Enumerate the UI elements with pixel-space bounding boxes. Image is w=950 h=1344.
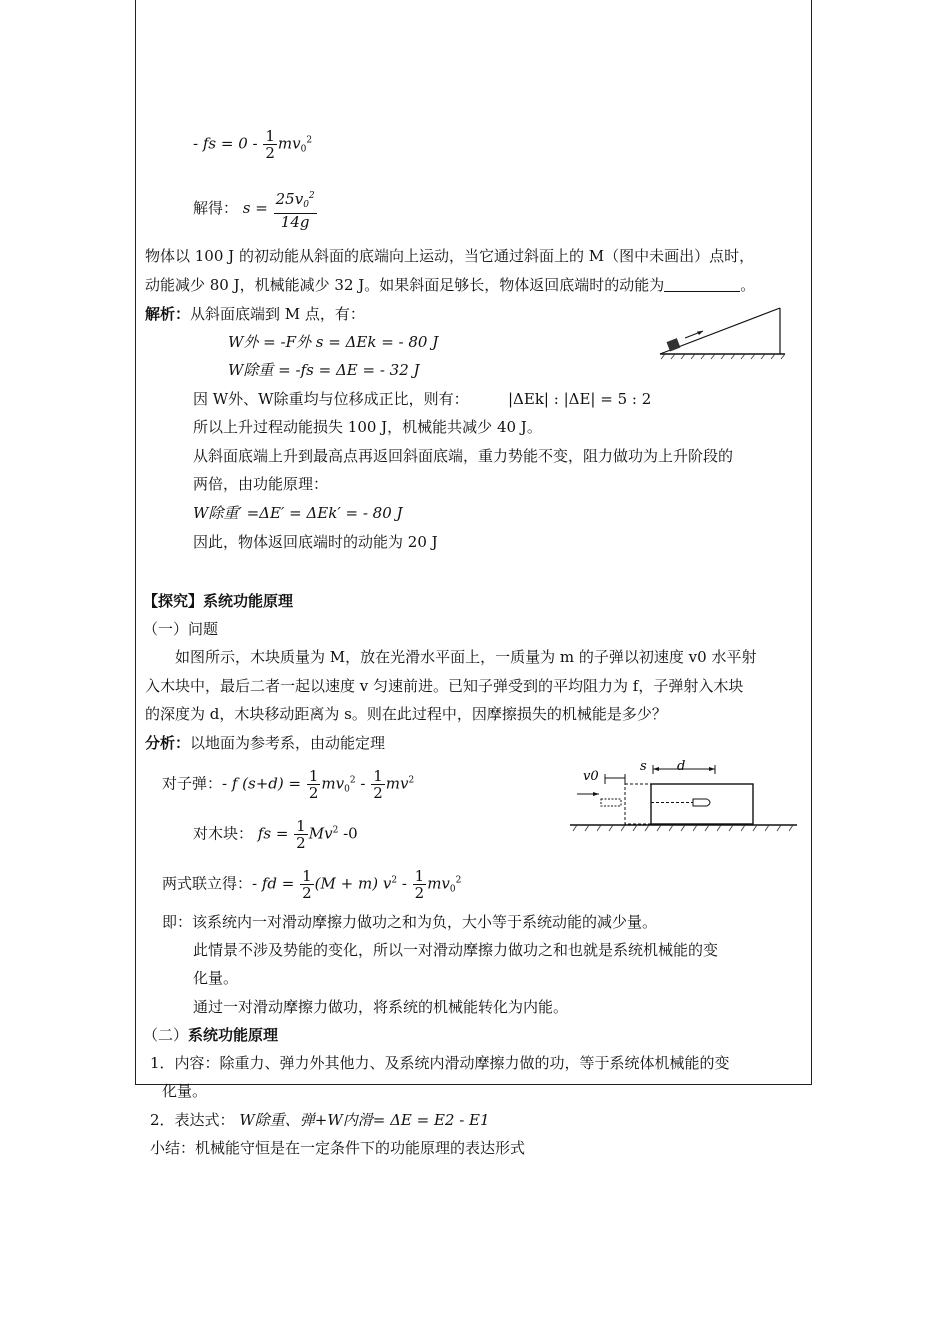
d-arrowhead-right [709, 767, 715, 771]
subsection-problem: （一）问题 [143, 620, 219, 638]
return-text-1: 从斜面底端上升到最高点再返回斜面底端，重力势能不变，阻力做功为上升阶段的 [193, 447, 734, 465]
insight-3: 化量。 [193, 969, 239, 987]
fraction-half [263, 128, 277, 161]
bullet-lhs: - f (s+d) = [222, 774, 302, 793]
external-work-equation: W外 = -F外 s = ΔEk = - 80 J [228, 333, 439, 351]
bullet-label: 对子弹： [162, 774, 223, 793]
block-label: 对木块： [193, 824, 254, 843]
analysis-label: 解析： [145, 305, 191, 323]
problem-line-2 [145, 275, 755, 295]
bullet-final [693, 799, 710, 806]
combine-lhs: - fd = [252, 874, 295, 893]
combine-label: 两式联立得： [162, 874, 253, 893]
ratio-text: 因 W外、W除重均与位移成正比，则有： [193, 390, 469, 408]
problem-line-1: 物体以 100 J 的初动能从斜面的底端向上运动，当它通过斜面上的 M（图中未画出）点时， [145, 247, 755, 265]
solve-label: 解得： [193, 199, 239, 217]
incline-block [667, 338, 681, 351]
solve-num: 25v [275, 190, 304, 208]
combined-equation: 两式联立得：- fd = $\frac{1}{2}$ (M + m) $v^2$ - $\frac{1}{2}$ $mv_0^2$ [162, 867, 462, 902]
explore-analysis-label: 分析： [145, 734, 191, 752]
solution-line [193, 188, 318, 230]
block-final [651, 784, 753, 824]
insight-4: 通过一对滑动摩擦力做功，将系统的机械能转化为内能。 [193, 998, 569, 1016]
frac-num: 1 [265, 127, 275, 145]
velocity-arrowhead [593, 792, 599, 796]
equation-friction-work [193, 128, 312, 161]
return-equation: W除重′ =ΔE′ = ΔEk′ = - 80 J [193, 504, 403, 522]
analysis-intro: 从斜面底端到 M 点，有： [190, 305, 365, 323]
fraction-s [274, 188, 317, 230]
frac-e: $\frac{1}{2}$ [414, 867, 425, 902]
problem-line-2-end: 。 [740, 276, 756, 294]
solve-num-sup: 2 [308, 191, 315, 201]
s-label: s [640, 759, 647, 774]
subsection-principle-title: 系统功能原理 [188, 1026, 279, 1044]
d-arrowhead-left [653, 767, 659, 771]
explore-analysis-text: 以地面为参考系，由动能定理 [190, 734, 386, 752]
eq-rhs: mv [277, 134, 301, 153]
frac-c: $\frac{1}{2}$ [296, 817, 306, 852]
problem-line-2-text: 动能减少 80 J，机械能减少 32 J。如果斜面足够长，物体返回底端时的动能为 [145, 276, 665, 294]
block-equation: 对木块： fs = $\frac{1}{2}$ Mv$^2$ -0 [193, 817, 358, 852]
incline-figure [655, 302, 790, 362]
frac-a: $\frac{1}{2}$ [308, 767, 319, 802]
subsection-principle-prefix: （二） [143, 1026, 189, 1044]
bullet-equation: 对子弹：- f (s+d) = $\frac{1}{2}$ $mv_0^2$ - $\frac{1}{2}$ $mv^2$ [162, 767, 415, 802]
frac-d: $\frac{1}{2}$ [302, 867, 312, 902]
eq-sup: 2 [306, 135, 313, 146]
expression-label: 2．表达式： [150, 1111, 235, 1129]
insight-1: 即：该系统内一对滑动摩擦力做功之和为负，大小等于系统动能的减少量。 [162, 913, 658, 931]
d-label: d [677, 759, 686, 774]
v0-label: v0 [583, 769, 599, 784]
frac-b: $\frac{1}{2}$ [373, 767, 383, 802]
ratio-equation: |ΔEk| : |ΔE| = 5 : 2 [508, 390, 652, 408]
block-lhs: fs = [257, 824, 289, 843]
principle-content-2: 化量。 [162, 1082, 208, 1100]
solve-lhs: s = [242, 199, 268, 217]
bullet-initial [601, 799, 621, 806]
analysis-line [145, 733, 385, 753]
return-text-2: 两倍，由功能原理： [193, 475, 329, 493]
explore-title: 【探究】系统功能原理 [143, 592, 294, 610]
eq-lhs: - fs = 0 - [193, 134, 258, 153]
principle-expression [150, 1110, 490, 1130]
eq-sub: 0 [300, 144, 307, 155]
insight-2: 此情景不涉及势能的变化，所以一对滑动摩擦力做功之和也就是系统机械能的变 [193, 941, 719, 959]
question-line-1: 如图所示，木块质量为 M，放在光滑水平面上，一质量为 m 的子弹以初速度 v0 水平射 [175, 648, 757, 666]
friction-work-equation: W除重 = -fs = ΔE = - 32 J [228, 361, 420, 379]
question-line-3: 的深度为 d，木块移动距离为 s。则在此过程中，因摩擦损失的机械能是多少？ [145, 705, 667, 723]
solve-num-sub: 0 [303, 200, 309, 210]
question-line-2: 入木块中，最后二者一起以速度 v 匀速前进。已知子弹受到的平均阻力为 f，子弹射入木块 [145, 677, 744, 695]
conclusion: 因此，物体返回底端时的动能为 20 J [193, 533, 438, 551]
bullet-block-figure [565, 752, 805, 842]
loss-text: 所以上升过程动能损失 100 J，机械能共减少 40 J。 [193, 418, 542, 436]
motion-arrow-head [697, 331, 703, 335]
summary: 小结：机械能守恒是在一定条件下的功能原理的表达形式 [150, 1139, 526, 1157]
analysis-intro-line [145, 304, 365, 324]
block-initial-dashed [625, 784, 753, 824]
expression-equation: W除重、弹+W内滑= ΔE = E2 - E1 [239, 1111, 490, 1129]
floor-hatch [573, 825, 793, 831]
subsection-principle [143, 1025, 278, 1045]
principle-content-1: 1．内容：除重力、弹力外其他力、及系统内滑动摩擦力做的功，等于系统体机械能的变 [150, 1054, 730, 1072]
solve-den: 14g [280, 213, 310, 231]
frac-den: 2 [265, 144, 275, 162]
answer-blank [664, 277, 740, 292]
